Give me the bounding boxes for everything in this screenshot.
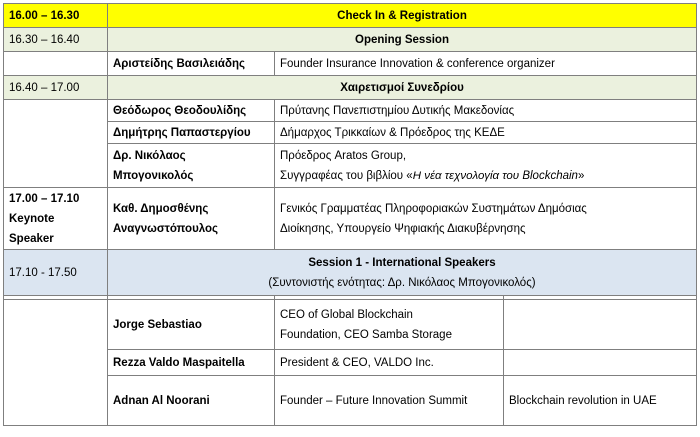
empty-cell: [4, 52, 108, 76]
agenda-row-greet2: [4, 122, 697, 144]
time-cell: 17.10 - 17.50: [4, 250, 108, 296]
agenda-table: [3, 3, 697, 426]
speaker-name: [108, 144, 275, 188]
time-cell: 16.00 – 16.30: [4, 4, 108, 28]
book-quote-open: Συγγραφέας του βιβλίου «: [280, 169, 413, 182]
speaker-name: Rezza Valdo Maspaitella: [108, 350, 275, 376]
agenda-row-speaker2: [4, 350, 697, 376]
time-line3: Speaker: [9, 232, 54, 245]
agenda-row-checkin: [4, 4, 697, 28]
talk-topic: Blockchain revolution in UAE: [504, 376, 697, 426]
speaker-role-line1: Πρόεδρος Aratos Group,: [280, 149, 407, 162]
speaker-role-line1: CEO of Global Blockchain: [280, 308, 413, 321]
time-line2: Keynote: [9, 212, 55, 225]
speaker-role-line2: Foundation, CEO Samba Storage: [280, 328, 452, 341]
speaker-name: Αριστείδης Βασιλειάδης: [108, 52, 275, 76]
speaker-role: President & CEO, VALDO Inc.: [275, 350, 504, 376]
agenda-row-greet1: [4, 100, 697, 122]
speaker-role: Founder – Future Innovation Summit: [275, 376, 504, 426]
speaker-name-line1: Δρ. Νικόλαος: [113, 149, 186, 162]
agenda-row-keynote: [4, 188, 697, 250]
speaker-name: [108, 188, 275, 250]
session-title-cell: [108, 250, 697, 296]
time-cell: 16.40 – 17.00: [4, 76, 108, 100]
speaker-name: Adnan Al Noorani: [108, 376, 275, 426]
talk-topic: [504, 300, 697, 350]
agenda-row-session1: [4, 250, 697, 296]
book-title: Η νέα τεχνολογία του Blockchain: [412, 169, 578, 182]
speaker-name: Θεόδωρος Θεοδουλίδης: [108, 100, 275, 122]
speaker-role: [275, 144, 697, 188]
time-cell: [4, 188, 108, 250]
book-quote-close: »: [577, 169, 585, 182]
empty-cell: [4, 300, 108, 426]
time-line1: 17.00 – 17.10: [9, 192, 80, 205]
agenda-row-greet3: [4, 144, 697, 188]
speaker-name-line2: Μπογονικολός: [113, 169, 194, 182]
speaker-role: Founder Insurance Innovation & conference organizer: [275, 52, 697, 76]
session-title: Session 1 - International Speakers: [308, 256, 496, 269]
agenda-row-opening: [4, 28, 697, 52]
talk-topic: [504, 350, 697, 376]
speaker-name: Δημήτρης Παπαστεργίου: [108, 122, 275, 144]
speaker-name-line2: Αναγνωστόπουλος: [113, 222, 219, 235]
agenda-row-speaker1: [4, 300, 697, 350]
speaker-role-line2: Διοίκησης, Υπουργείο Ψηφιακής Διακυβέρνησης: [280, 222, 526, 235]
session-title: Opening Session: [108, 28, 697, 52]
time-cell: 16.30 – 16.40: [4, 28, 108, 52]
agenda-row-opening-speaker: [4, 52, 697, 76]
speaker-name: Jorge Sebastiao: [108, 300, 275, 350]
agenda-row-greetings: [4, 76, 697, 100]
speaker-role: Πρύτανης Πανεπιστημίου Δυτικής Μακεδονίας: [275, 100, 697, 122]
session-title: Χαιρετισμοί Συνεδρίου: [108, 76, 697, 100]
speaker-role: Δήμαρχος Τρικκαίων & Πρόεδρος της ΚΕΔΕ: [275, 122, 697, 144]
speaker-role-line1: Γενικός Γραμματέας Πληροφοριακών Συστημάτων Δημόσιας: [280, 202, 587, 215]
speaker-role: [275, 188, 697, 250]
session-moderator: (Συντονιστής ενότητας: Δρ. Νικόλαος Μπογονικολός): [268, 276, 536, 289]
session-title: Check In & Registration: [108, 4, 697, 28]
empty-cell: [4, 100, 108, 188]
speaker-role: [275, 300, 504, 350]
speaker-role-line2: [280, 166, 691, 186]
agenda-row-speaker3: [4, 376, 697, 426]
speaker-name-line1: Καθ. Δημοσθένης: [113, 202, 209, 215]
